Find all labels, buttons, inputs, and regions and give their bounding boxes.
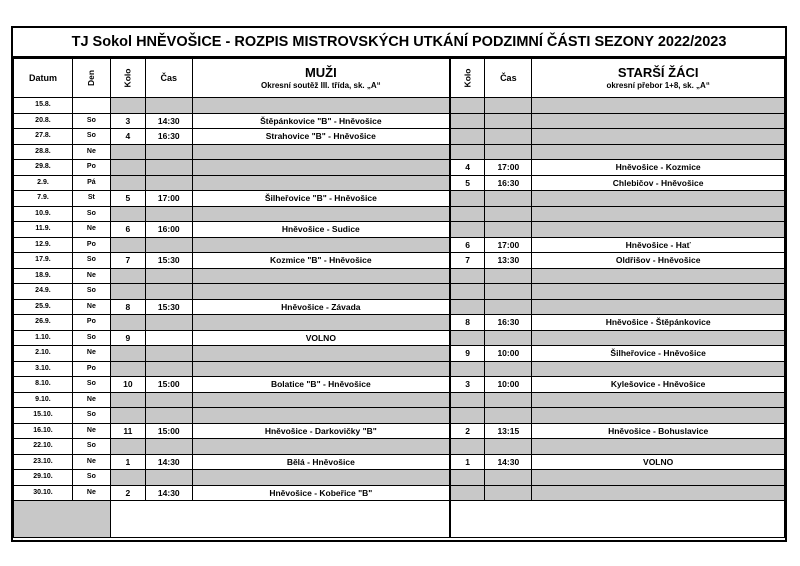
- header-muzi: [192, 59, 450, 98]
- zaci-kolo-cell: [450, 439, 485, 455]
- date-cell: 30.10.: [14, 485, 73, 501]
- muzi-cas-cell: 17:00: [145, 191, 192, 207]
- day-cell: So: [72, 377, 110, 393]
- date-cell: 2.9.: [14, 175, 73, 191]
- zaci-kolo-cell: [450, 98, 485, 114]
- zaci-match-cell: [532, 485, 785, 501]
- muzi-match-cell: [192, 470, 450, 486]
- muzi-kolo-cell: [110, 160, 145, 176]
- table-row: [14, 470, 785, 486]
- zaci-match-cell: [532, 439, 785, 455]
- date-cell: 1.10.: [14, 330, 73, 346]
- day-cell: Po: [72, 237, 110, 253]
- zaci-cas-cell: [485, 485, 532, 501]
- zaci-cas-cell: [485, 206, 532, 222]
- schedule-rows: [14, 98, 785, 538]
- schedule-sheet: [11, 26, 787, 542]
- muzi-match-cell: [192, 408, 450, 424]
- muzi-kolo-cell: 6: [110, 222, 145, 238]
- footer-zaci-cell: [450, 501, 785, 538]
- table-row: [14, 98, 785, 114]
- date-cell: 8.10.: [14, 377, 73, 393]
- date-cell: 25.9.: [14, 299, 73, 315]
- zaci-cas-cell: 16:30: [485, 315, 532, 331]
- table-row: [14, 222, 785, 238]
- zaci-cas-cell: [485, 470, 532, 486]
- date-cell: 22.10.: [14, 439, 73, 455]
- date-cell: 7.9.: [14, 191, 73, 207]
- zaci-cas-cell: [485, 222, 532, 238]
- muzi-match-cell: [192, 206, 450, 222]
- muzi-cas-cell: 15:00: [145, 423, 192, 439]
- day-cell: Po: [72, 160, 110, 176]
- zaci-match-cell: [532, 470, 785, 486]
- table-row: [14, 284, 785, 300]
- zaci-cas-cell: [485, 113, 532, 129]
- muzi-kolo-cell: [110, 470, 145, 486]
- muzi-kolo-cell: 5: [110, 191, 145, 207]
- zaci-cas-cell: [485, 98, 532, 114]
- table-row: [14, 361, 785, 377]
- muzi-match-cell: Strahovice "B" - Hněvošice: [192, 129, 450, 145]
- table-row: [14, 113, 785, 129]
- zaci-kolo-cell: 5: [450, 175, 485, 191]
- table-row: [14, 392, 785, 408]
- zaci-cas-cell: [485, 439, 532, 455]
- muzi-cas-cell: 14:30: [145, 454, 192, 470]
- zaci-cas-cell: [485, 129, 532, 145]
- zaci-kolo-cell: 3: [450, 377, 485, 393]
- zaci-kolo-cell: [450, 361, 485, 377]
- date-cell: 11.9.: [14, 222, 73, 238]
- header-cas: Čas: [145, 59, 192, 98]
- zaci-kolo-cell: [450, 268, 485, 284]
- muzi-cas-cell: [145, 346, 192, 362]
- zaci-cas-cell: [485, 299, 532, 315]
- zaci-match-cell: [532, 268, 785, 284]
- muzi-match-cell: [192, 361, 450, 377]
- zaci-cas-cell: [485, 268, 532, 284]
- zaci-kolo-cell: [450, 222, 485, 238]
- muzi-match-cell: [192, 175, 450, 191]
- muzi-kolo-cell: [110, 284, 145, 300]
- table-row: [14, 485, 785, 501]
- zaci-cas-cell: 10:00: [485, 346, 532, 362]
- muzi-cas-cell: 16:30: [145, 129, 192, 145]
- zaci-kolo-cell: [450, 330, 485, 346]
- muzi-cas-cell: [145, 439, 192, 455]
- muzi-kolo-cell: [110, 268, 145, 284]
- muzi-kolo-cell: [110, 439, 145, 455]
- date-cell: 29.10.: [14, 470, 73, 486]
- zaci-subtitle: okresní přebor 1+8, sk. „A“: [606, 80, 710, 90]
- zaci-cas-cell: [485, 361, 532, 377]
- muzi-subtitle: Okresní soutěž III. třída, sk. „A“: [261, 80, 381, 90]
- header-cas-zaci: Čas: [485, 59, 532, 98]
- day-cell: Po: [72, 361, 110, 377]
- date-cell: 23.10.: [14, 454, 73, 470]
- muzi-kolo-cell: [110, 237, 145, 253]
- zaci-kolo-cell: [450, 206, 485, 222]
- table-row: [14, 439, 785, 455]
- muzi-cas-cell: [145, 175, 192, 191]
- table-row: [14, 268, 785, 284]
- muzi-match-cell: [192, 392, 450, 408]
- date-cell: 15.8.: [14, 98, 73, 114]
- footer-blank-cell: [14, 501, 111, 538]
- muzi-cas-cell: 15:30: [145, 253, 192, 269]
- table-row: [14, 408, 785, 424]
- zaci-cas-cell: 13:15: [485, 423, 532, 439]
- zaci-kolo-cell: [450, 144, 485, 160]
- table-row: [14, 423, 785, 439]
- muzi-kolo-cell: 1: [110, 454, 145, 470]
- muzi-cas-cell: [145, 284, 192, 300]
- header-kolo: Kolo: [110, 59, 145, 98]
- zaci-kolo-cell: 7: [450, 253, 485, 269]
- date-cell: 28.8.: [14, 144, 73, 160]
- zaci-match-cell: Šilheřovice - Hněvošice: [532, 346, 785, 362]
- muzi-match-cell: [192, 439, 450, 455]
- table-row: [14, 191, 785, 207]
- muzi-kolo-cell: 10: [110, 377, 145, 393]
- zaci-cas-cell: 10:00: [485, 377, 532, 393]
- table-row: [14, 346, 785, 362]
- table-row: [14, 237, 785, 253]
- day-cell: Ne: [72, 392, 110, 408]
- date-cell: 3.10.: [14, 361, 73, 377]
- muzi-match-cell: VOLNO: [192, 330, 450, 346]
- date-cell: 27.8.: [14, 129, 73, 145]
- day-cell: So: [72, 470, 110, 486]
- muzi-kolo-cell: 9: [110, 330, 145, 346]
- day-cell: [72, 98, 110, 114]
- zaci-cas-cell: 17:00: [485, 237, 532, 253]
- zaci-match-cell: [532, 206, 785, 222]
- header-den: Den: [72, 59, 110, 98]
- header-datum: Datum: [14, 59, 73, 98]
- table-row: [14, 206, 785, 222]
- muzi-kolo-cell: [110, 315, 145, 331]
- day-cell: Ne: [72, 423, 110, 439]
- muzi-cas-cell: 14:30: [145, 485, 192, 501]
- table-row: [14, 253, 785, 269]
- day-cell: Ne: [72, 222, 110, 238]
- footer-muzi-cell: [110, 501, 450, 538]
- date-cell: 24.9.: [14, 284, 73, 300]
- zaci-cas-cell: [485, 284, 532, 300]
- muzi-cas-cell: [145, 470, 192, 486]
- zaci-match-cell: Oldřišov - Hněvošice: [532, 253, 785, 269]
- zaci-match-cell: [532, 284, 785, 300]
- muzi-cas-cell: [145, 361, 192, 377]
- zaci-match-cell: Hněvošice - Štěpánkovice: [532, 315, 785, 331]
- date-cell: 17.9.: [14, 253, 73, 269]
- muzi-kolo-cell: 7: [110, 253, 145, 269]
- muzi-kolo-cell: [110, 346, 145, 362]
- zaci-match-cell: [532, 222, 785, 238]
- zaci-cas-cell: [485, 392, 532, 408]
- day-cell: So: [72, 113, 110, 129]
- zaci-kolo-cell: 8: [450, 315, 485, 331]
- header-kolo-zaci: Kolo: [450, 59, 485, 98]
- muzi-kolo-cell: [110, 206, 145, 222]
- table-row: [14, 144, 785, 160]
- zaci-match-cell: [532, 98, 785, 114]
- date-cell: 10.9.: [14, 206, 73, 222]
- zaci-kolo-cell: [450, 113, 485, 129]
- day-cell: Ne: [72, 299, 110, 315]
- muzi-cas-cell: [145, 98, 192, 114]
- day-cell: So: [72, 408, 110, 424]
- zaci-match-cell: VOLNO: [532, 454, 785, 470]
- page-title: TJ Sokol HNĚVOŠICE - ROZPIS MISTROVSKÝCH UTKÁNÍ PODZIMNÍ ČÁSTI SEZONY 2022/2023: [13, 28, 785, 58]
- date-cell: 15.10.: [14, 408, 73, 424]
- muzi-cas-cell: [145, 392, 192, 408]
- muzi-kolo-cell: 3: [110, 113, 145, 129]
- zaci-title: STARŠÍ ŽÁCI: [617, 64, 699, 80]
- zaci-match-cell: [532, 299, 785, 315]
- table-row: [14, 299, 785, 315]
- day-cell: St: [72, 191, 110, 207]
- muzi-cas-cell: [145, 315, 192, 331]
- muzi-match-cell: Hněvošice - Sudice: [192, 222, 450, 238]
- zaci-kolo-cell: [450, 129, 485, 145]
- zaci-match-cell: Hněvošice - Kozmice: [532, 160, 785, 176]
- zaci-cas-cell: 16:30: [485, 175, 532, 191]
- day-cell: Pá: [72, 175, 110, 191]
- day-cell: Ne: [72, 346, 110, 362]
- day-cell: So: [72, 284, 110, 300]
- muzi-kolo-cell: 4: [110, 129, 145, 145]
- zaci-match-cell: [532, 408, 785, 424]
- muzi-match-cell: Bolatice "B" - Hněvošice: [192, 377, 450, 393]
- muzi-kolo-cell: [110, 144, 145, 160]
- zaci-match-cell: Kylešovice - Hněvošice: [532, 377, 785, 393]
- day-cell: Ne: [72, 268, 110, 284]
- table-row: [14, 454, 785, 470]
- muzi-match-cell: [192, 98, 450, 114]
- zaci-kolo-cell: [450, 191, 485, 207]
- muzi-kolo-cell: [110, 98, 145, 114]
- zaci-kolo-cell: [450, 485, 485, 501]
- muzi-match-cell: Bělá - Hněvošice: [192, 454, 450, 470]
- zaci-match-cell: [532, 330, 785, 346]
- zaci-match-cell: Hněvošice - Bohuslavice: [532, 423, 785, 439]
- table-row: [14, 129, 785, 145]
- zaci-kolo-cell: [450, 284, 485, 300]
- zaci-match-cell: [532, 392, 785, 408]
- zaci-match-cell: [532, 113, 785, 129]
- zaci-kolo-cell: [450, 392, 485, 408]
- date-cell: 26.9.: [14, 315, 73, 331]
- zaci-kolo-cell: 4: [450, 160, 485, 176]
- muzi-match-cell: Šilheřovice "B" - Hněvošice: [192, 191, 450, 207]
- table-row: [14, 377, 785, 393]
- muzi-cas-cell: 15:00: [145, 377, 192, 393]
- date-cell: 9.10.: [14, 392, 73, 408]
- muzi-match-cell: [192, 237, 450, 253]
- table-row: [14, 175, 785, 191]
- muzi-cas-cell: [145, 408, 192, 424]
- muzi-match-cell: [192, 160, 450, 176]
- date-cell: 16.10.: [14, 423, 73, 439]
- muzi-match-cell: [192, 144, 450, 160]
- zaci-cas-cell: 17:00: [485, 160, 532, 176]
- day-cell: So: [72, 330, 110, 346]
- zaci-match-cell: Hněvošice - Hať: [532, 237, 785, 253]
- schedule-table: [13, 58, 785, 538]
- muzi-match-cell: Hněvošice - Závada: [192, 299, 450, 315]
- muzi-kolo-cell: 2: [110, 485, 145, 501]
- date-cell: 20.8.: [14, 113, 73, 129]
- zaci-match-cell: [532, 361, 785, 377]
- muzi-kolo-cell: [110, 408, 145, 424]
- muzi-cas-cell: 14:30: [145, 113, 192, 129]
- day-cell: Ne: [72, 144, 110, 160]
- muzi-match-cell: Štěpánkovice "B" - Hněvošice: [192, 113, 450, 129]
- day-cell: So: [72, 206, 110, 222]
- muzi-cas-cell: 16:00: [145, 222, 192, 238]
- zaci-kolo-cell: [450, 408, 485, 424]
- muzi-kolo-cell: [110, 361, 145, 377]
- zaci-cas-cell: [485, 191, 532, 207]
- muzi-match-cell: [192, 346, 450, 362]
- muzi-cas-cell: [145, 206, 192, 222]
- muzi-kolo-cell: 11: [110, 423, 145, 439]
- muzi-kolo-cell: [110, 392, 145, 408]
- table-row: [14, 330, 785, 346]
- day-cell: So: [72, 129, 110, 145]
- zaci-cas-cell: [485, 408, 532, 424]
- zaci-match-cell: [532, 191, 785, 207]
- date-cell: 12.9.: [14, 237, 73, 253]
- zaci-cas-cell: [485, 330, 532, 346]
- muzi-kolo-cell: [110, 175, 145, 191]
- zaci-kolo-cell: [450, 299, 485, 315]
- day-cell: Ne: [72, 485, 110, 501]
- day-cell: Po: [72, 315, 110, 331]
- zaci-kolo-cell: 6: [450, 237, 485, 253]
- day-cell: So: [72, 253, 110, 269]
- day-cell: Ne: [72, 454, 110, 470]
- zaci-match-cell: [532, 144, 785, 160]
- muzi-cas-cell: [145, 160, 192, 176]
- muzi-match-cell: [192, 268, 450, 284]
- zaci-cas-cell: 14:30: [485, 454, 532, 470]
- zaci-kolo-cell: [450, 470, 485, 486]
- zaci-match-cell: Chlebičov - Hněvošice: [532, 175, 785, 191]
- muzi-match-cell: [192, 315, 450, 331]
- zaci-kolo-cell: 9: [450, 346, 485, 362]
- muzi-cas-cell: [145, 237, 192, 253]
- footer-row: [14, 501, 785, 538]
- zaci-kolo-cell: 2: [450, 423, 485, 439]
- zaci-match-cell: [532, 129, 785, 145]
- zaci-cas-cell: 13:30: [485, 253, 532, 269]
- muzi-match-cell: Hněvošice - Kobeřice "B": [192, 485, 450, 501]
- table-row: [14, 160, 785, 176]
- header-zaci: [532, 59, 785, 98]
- muzi-match-cell: Kozmice "B" - Hněvošice: [192, 253, 450, 269]
- muzi-match-cell: [192, 284, 450, 300]
- date-cell: 18.9.: [14, 268, 73, 284]
- header-row: [14, 59, 785, 98]
- date-cell: 2.10.: [14, 346, 73, 362]
- zaci-kolo-cell: 1: [450, 454, 485, 470]
- table-row: [14, 315, 785, 331]
- day-cell: So: [72, 439, 110, 455]
- muzi-match-cell: Hněvošice - Darkovičky "B": [192, 423, 450, 439]
- muzi-title: MUŽI: [304, 64, 337, 80]
- muzi-cas-cell: [145, 330, 192, 346]
- zaci-cas-cell: [485, 144, 532, 160]
- muzi-cas-cell: 15:30: [145, 299, 192, 315]
- muzi-kolo-cell: 8: [110, 299, 145, 315]
- muzi-cas-cell: [145, 144, 192, 160]
- date-cell: 29.8.: [14, 160, 73, 176]
- muzi-cas-cell: [145, 268, 192, 284]
